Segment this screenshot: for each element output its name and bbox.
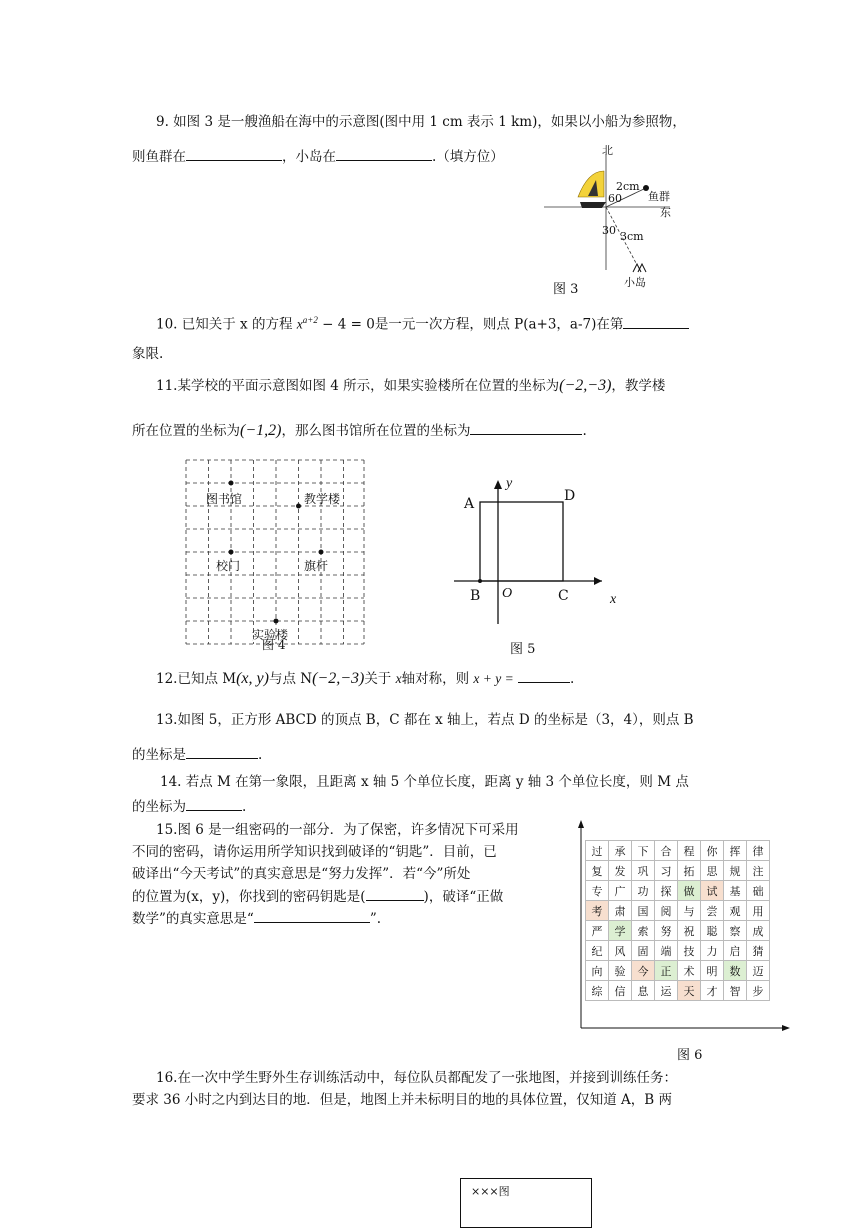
- grid-cell: 聪: [701, 921, 724, 941]
- q11-coord-lab: (−2,−3): [559, 377, 612, 394]
- q12-text-b: 与点 N: [268, 671, 313, 687]
- grid-cell: 信: [609, 981, 632, 1001]
- q10-line2: 象限.: [132, 346, 164, 362]
- q15-line4: [132, 886, 503, 907]
- q16-line2: 要求 36 小时之内到达目的地．但是，地图上并未标明目的地的具体位置，仅知道 A，B 两: [132, 1092, 673, 1108]
- q12-point-m: (x, y): [236, 670, 269, 687]
- footer-figure-label: ×××图: [471, 1185, 510, 1198]
- grid-cell: 数: [724, 961, 747, 981]
- q11-text-d: ，那么图书馆所在位置的坐标为: [281, 423, 471, 439]
- q15-text-4a: 的位置为(x，y)，你找到的密码钥匙是(: [132, 889, 366, 905]
- grid-cell: 术: [678, 961, 701, 981]
- fig5-x-axis: x: [610, 592, 617, 607]
- fig3-island: 小岛: [624, 276, 646, 289]
- q13-blank[interactable]: [186, 744, 258, 759]
- q9-text-a: 则鱼群在: [132, 149, 186, 165]
- fig5-A: A: [464, 496, 475, 512]
- figure-4-svg: [184, 458, 368, 650]
- q15-line1: 15.图 6 是一组密码的一部分．为了保密，许多情况下可采用: [156, 822, 519, 838]
- fig3-angle-fish: 60: [608, 192, 622, 205]
- q14-line1: 14. 若点 M 在第一象限，且距离 x 轴 5 个单位长度，距离 y 轴 3 个单位长度，则 M 点: [160, 774, 689, 790]
- fig4-library: 图书馆: [206, 492, 243, 506]
- q12-blank[interactable]: [518, 668, 570, 683]
- grid-cell: 纪: [586, 941, 609, 961]
- grid-cell: 迈: [747, 961, 770, 981]
- q10-text-a: 10. 已知关于 x 的方程: [156, 316, 293, 333]
- grid-row: [586, 921, 770, 941]
- grid-cell: 运: [655, 981, 678, 1001]
- grid-cell: 合: [655, 841, 678, 861]
- grid-cell: 探: [655, 881, 678, 901]
- fig3-dist-fish: 2cm: [616, 180, 640, 193]
- grid-cell: 端: [655, 941, 678, 961]
- grid-cell: 规: [724, 861, 747, 881]
- fig4-flagpole: 旗杆: [304, 559, 329, 573]
- q12-point-n: (−2,−3): [312, 670, 365, 687]
- q9-line1: 9. 如图 3 是一艘渔船在海中的示意图(图中用 1 cm 表示 1 km)，如果以小船为参照物，: [156, 114, 686, 130]
- q13-end: .: [258, 747, 263, 763]
- grid-cell: 猜: [747, 941, 770, 961]
- grid-cell: 技: [678, 941, 701, 961]
- fig5-O: O: [502, 586, 513, 601]
- q15-line3: 破译出“今天考试”的真实意思是“努力发挥”．若“今”所处: [132, 866, 471, 882]
- q10-eq-rest: − 4 = 0: [322, 316, 375, 333]
- grid-cell: 做: [678, 881, 701, 901]
- grid-row: [586, 881, 770, 901]
- grid-cell: 天: [678, 981, 701, 1001]
- grid-cell: 明: [701, 961, 724, 981]
- q9-line2: [132, 146, 504, 167]
- grid-cell: 才: [701, 981, 724, 1001]
- fig3-angle-island: 30: [602, 224, 616, 237]
- grid-cell: 今: [632, 961, 655, 981]
- q10-eq-base: x: [296, 316, 303, 332]
- q15-line2: 不同的密码，请你运用所学知识找到破译的“钥匙”．目前，已: [132, 844, 497, 860]
- grid-cell: 风: [609, 941, 632, 961]
- q12-line: [156, 668, 574, 689]
- grid-cell: 努: [655, 921, 678, 941]
- q12-text-c: 关于: [364, 671, 392, 687]
- grid-cell: 下: [632, 841, 655, 861]
- grid-cell: 察: [724, 921, 747, 941]
- fig5-caption: 图 5: [510, 642, 536, 657]
- grid-cell: 与: [678, 901, 701, 921]
- grid-cell: 复: [586, 861, 609, 881]
- grid-cell: 综: [586, 981, 609, 1001]
- grid-cell: 思: [701, 861, 724, 881]
- grid-row: [586, 901, 770, 921]
- grid-cell: 国: [632, 901, 655, 921]
- grid-cell: 考: [586, 901, 609, 921]
- grid-cell: 阅: [655, 901, 678, 921]
- q16-line1: 16.在一次中学生野外生存训练活动中，每位队员都配发了一张地图，并接到训练任务：: [156, 1070, 677, 1086]
- q10-text-b: 是一元一次方程，则点 P(a+3，a-7)在第: [374, 316, 624, 333]
- q11-text-e: .: [582, 423, 587, 439]
- fig3-fish: 鱼群: [648, 190, 670, 203]
- grid-cell: 肃: [609, 901, 632, 921]
- grid-cell: 学: [609, 921, 632, 941]
- grid-cell: 基: [724, 881, 747, 901]
- q11-text-b: ，教学楼: [611, 378, 666, 394]
- q15-text-5b: ”.: [369, 911, 382, 927]
- fig4-lab-building: 实验楼: [252, 628, 289, 642]
- q9-text-c: .（填方位）: [432, 149, 504, 165]
- q11-text-a: 11.某学校的平面示意图如图 4 所示，如果实验楼所在位置的坐标为: [156, 378, 560, 394]
- grid-row: [586, 861, 770, 881]
- fig4-caption: 图 4: [262, 638, 286, 652]
- grid-cell: 拓: [678, 861, 701, 881]
- q12-expr: x + y =: [473, 671, 514, 686]
- grid-cell: 广: [609, 881, 632, 901]
- grid-cell: 功: [632, 881, 655, 901]
- grid-row: [586, 841, 770, 861]
- grid-cell: 成: [747, 921, 770, 941]
- q9-text-b: ，小岛在: [282, 149, 336, 165]
- fig3-dist-island: 3cm: [620, 230, 644, 243]
- grid-cell: 用: [747, 901, 770, 921]
- figure-5-svg: [452, 474, 642, 660]
- q12-text-a: 12.已知点 M: [156, 671, 237, 687]
- fig6-caption: 图 6: [677, 1048, 703, 1063]
- fig3-north: 北: [602, 144, 613, 157]
- grid-cell: 向: [586, 961, 609, 981]
- grid-cell: 观: [724, 901, 747, 921]
- q9-blank-island[interactable]: [336, 146, 432, 161]
- grid-row: [586, 961, 770, 981]
- q14-line2: [132, 796, 246, 817]
- fig5-B: B: [470, 588, 481, 604]
- grid-row: [586, 981, 770, 1001]
- figure-4: [184, 458, 368, 650]
- grid-cell: 程: [678, 841, 701, 861]
- grid-cell: 过: [586, 841, 609, 861]
- q10-eq-exp: a+2: [302, 315, 318, 325]
- figure-6: [576, 818, 792, 1062]
- q14-end: .: [242, 799, 247, 815]
- q14-blank[interactable]: [186, 796, 242, 811]
- grid-cell: 严: [586, 921, 609, 941]
- grid-cell: 律: [747, 841, 770, 861]
- grid-cell: 力: [701, 941, 724, 961]
- q15-blank-meaning[interactable]: [254, 908, 370, 923]
- figure-3: [540, 140, 700, 297]
- footer-figure-box: [460, 1178, 592, 1228]
- q12-text-d: 轴对称，则: [401, 671, 470, 687]
- grid-row: [586, 941, 770, 961]
- figure-5: [452, 474, 642, 660]
- q14-text: 的坐标为: [132, 799, 186, 815]
- grid-cell: 正: [655, 961, 678, 981]
- fig5-C: C: [558, 588, 569, 604]
- grid-cell: 专: [586, 881, 609, 901]
- q15-blank-key[interactable]: [366, 886, 424, 901]
- grid-cell: 尝: [701, 901, 724, 921]
- grid-cell: 承: [609, 841, 632, 861]
- q10-line1: [156, 310, 689, 335]
- grid-cell: 础: [747, 881, 770, 901]
- q13-text: 的坐标是: [132, 747, 186, 763]
- grid-cell: 验: [609, 961, 632, 981]
- grid-cell: 智: [724, 981, 747, 1001]
- grid-cell: 发: [609, 861, 632, 881]
- q12-text-e: .: [570, 671, 575, 687]
- grid-cell: 启: [724, 941, 747, 961]
- q15-text-4b: )，破译“正做: [423, 889, 504, 905]
- q15-text-5a: 数学”的真实意思是“: [132, 911, 254, 927]
- q11-line1: [156, 376, 665, 396]
- grid-cell: 祝: [678, 921, 701, 941]
- q12-axis: x: [395, 671, 402, 686]
- grid-cell: 息: [632, 981, 655, 1001]
- q13-line2: [132, 744, 262, 765]
- grid-cell: 巩: [632, 861, 655, 881]
- fig3-caption: 图 3: [553, 282, 579, 297]
- grid-cell: 固: [632, 941, 655, 961]
- fig3-east: 东: [660, 206, 671, 219]
- grid-cell: 注: [747, 861, 770, 881]
- grid-cell: 习: [655, 861, 678, 881]
- fig5-D: D: [564, 488, 576, 504]
- q10-blank[interactable]: [623, 314, 689, 329]
- q9-blank-fish[interactable]: [186, 146, 282, 161]
- q11-line2: [132, 420, 587, 441]
- figure-3-svg: [540, 140, 700, 290]
- fig4-school-gate: 校门: [216, 559, 241, 573]
- grid-cell: 步: [747, 981, 770, 1001]
- password-grid: [585, 840, 770, 1001]
- q11-blank[interactable]: [470, 420, 582, 435]
- grid-cell: 你: [701, 841, 724, 861]
- q11-coord-teach: (−1,2): [240, 422, 282, 439]
- grid-cell: 试: [701, 881, 724, 901]
- q13-line1: 13.如图 5，正方形 ABCD 的顶点 B，C 都在 x 轴上，若点 D 的坐标是（3，4），则点 B: [156, 712, 694, 728]
- fig5-y-axis: y: [506, 476, 513, 491]
- fig4-teaching-building: 教学楼: [304, 492, 341, 506]
- grid-cell: 挥: [724, 841, 747, 861]
- q11-text-c: 所在位置的坐标为: [132, 423, 240, 439]
- q15-line5: [132, 908, 381, 929]
- grid-cell: 索: [632, 921, 655, 941]
